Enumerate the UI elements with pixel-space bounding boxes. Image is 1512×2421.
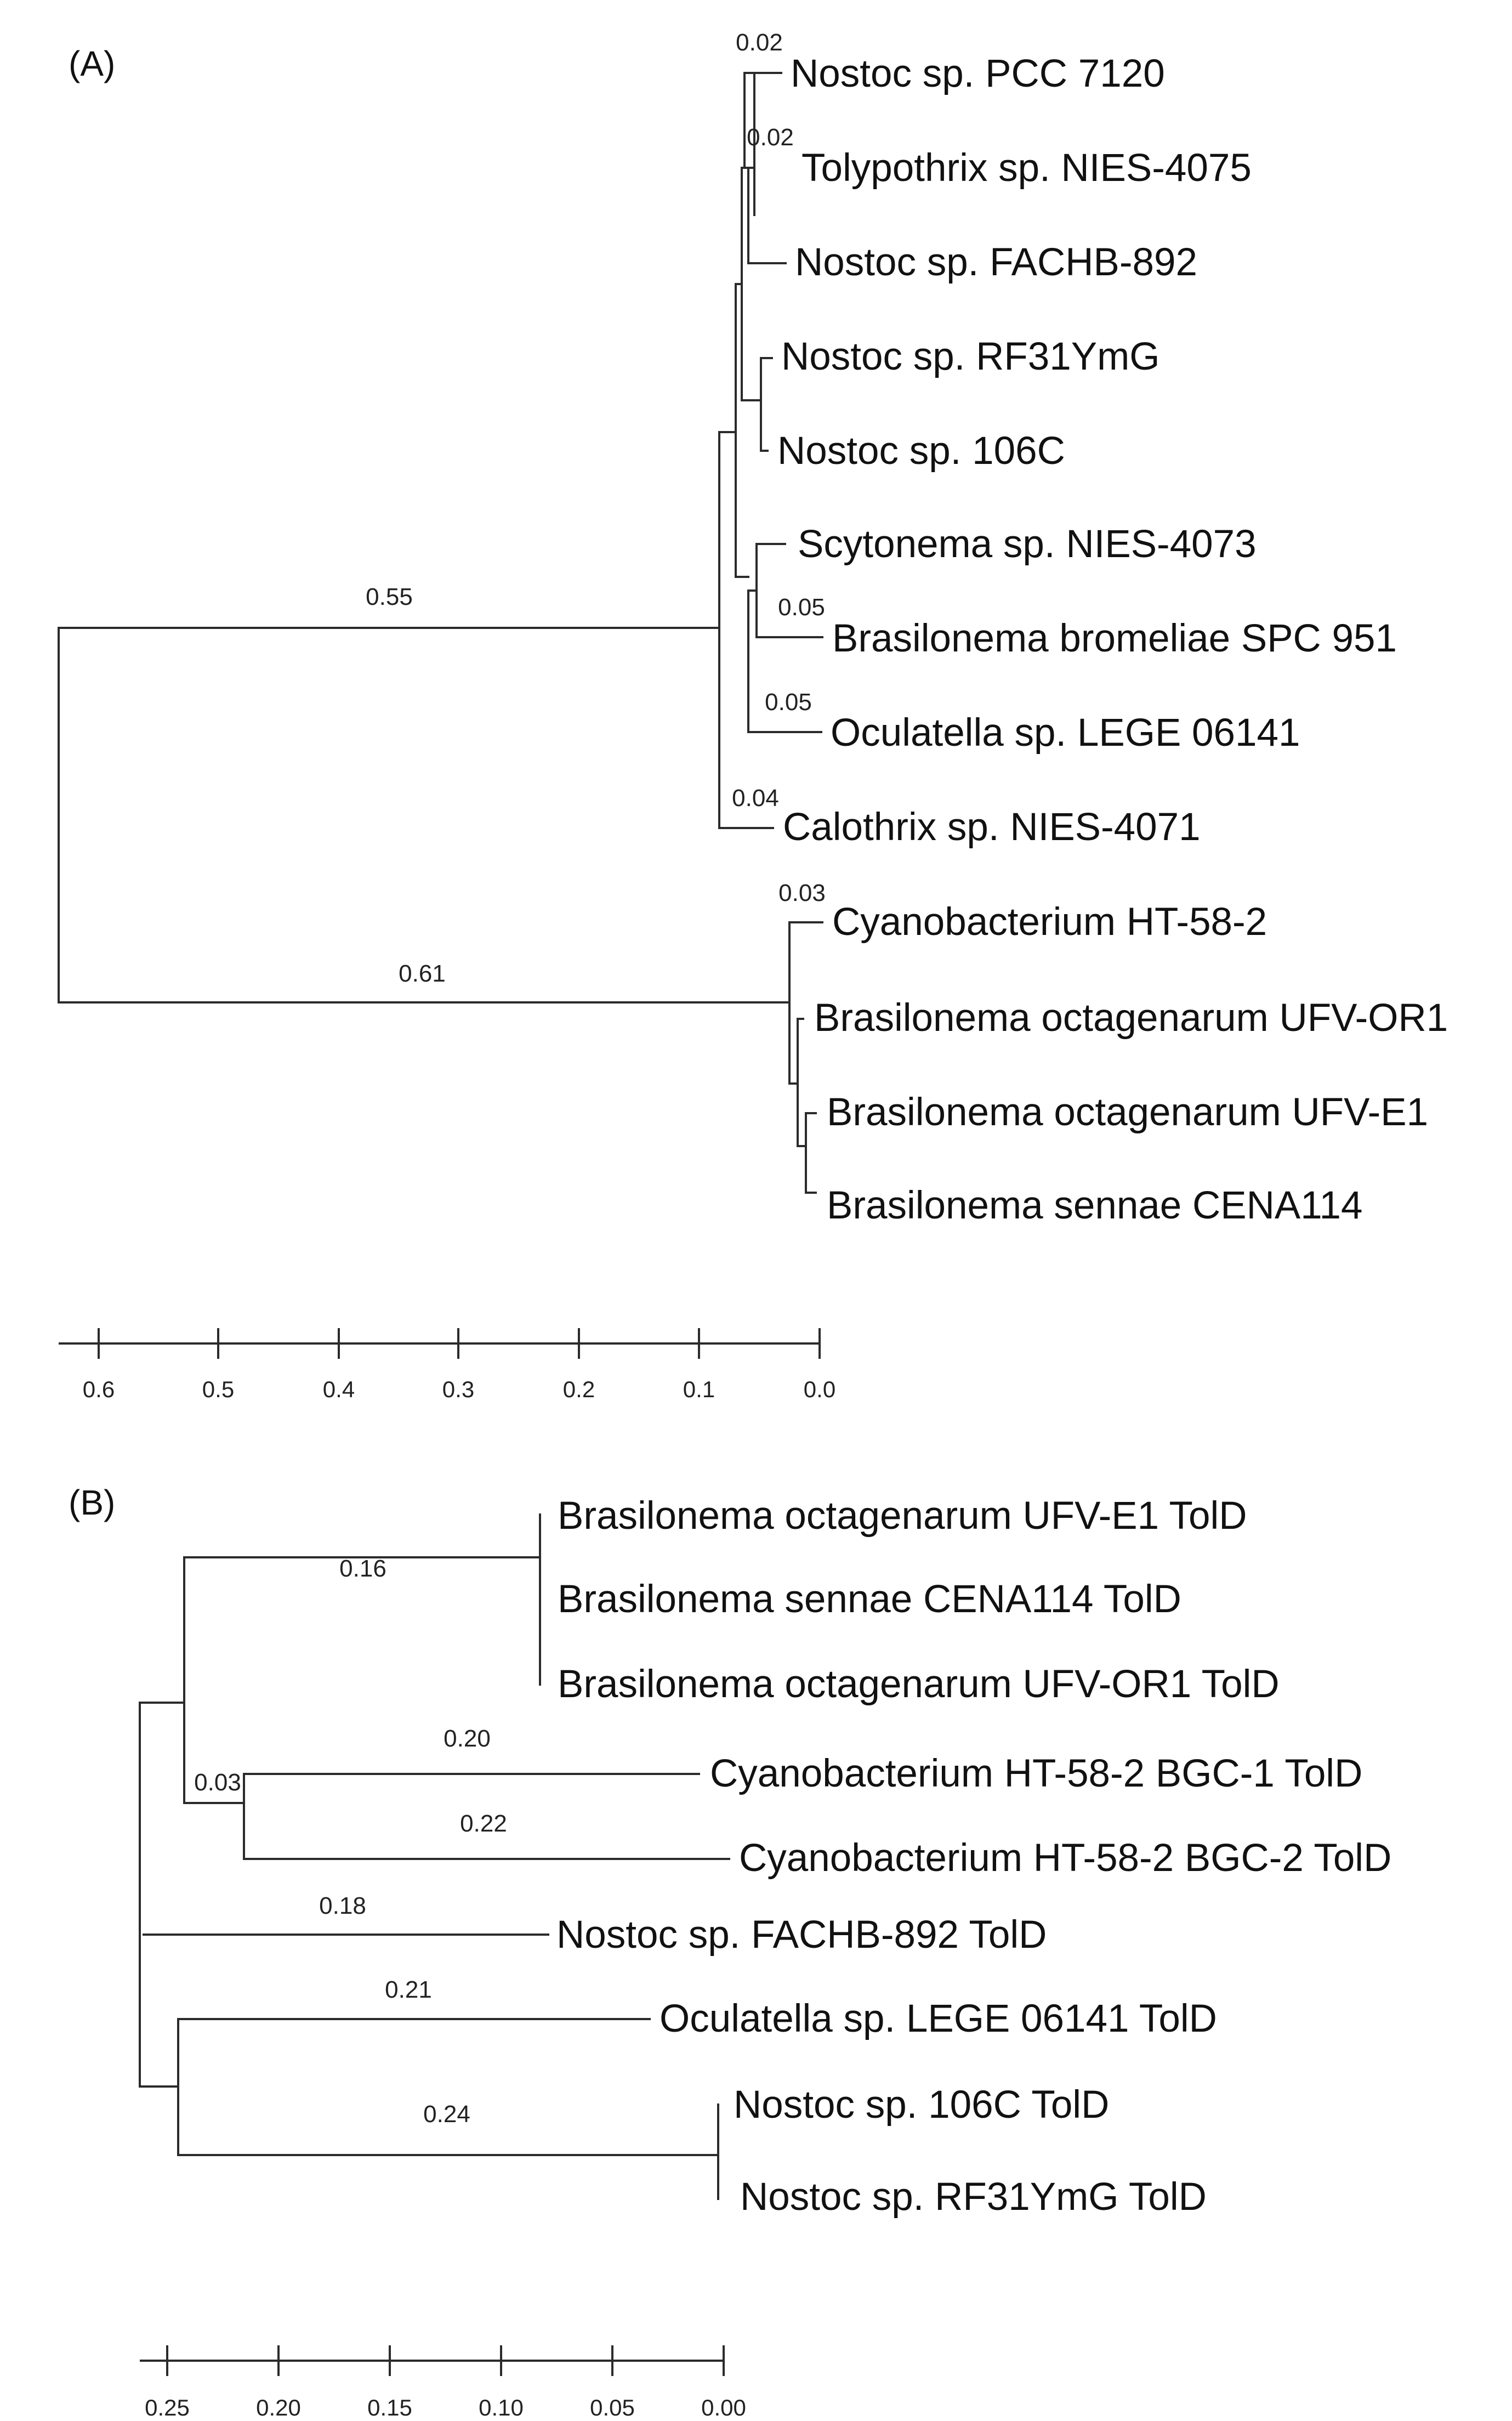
panel-b-label: (B) [69,1483,116,1522]
tip-label-a-n13: Brasilonema sennae CENA114 [827,1184,1363,1227]
tip-label-a-n1: Nostoc sp. PCC 7120 [791,52,1165,95]
scale-axis-a-tick-label: 0.4 [322,1376,355,1402]
tip-label-b-b8: Nostoc sp. 106C TolD [734,2083,1110,2127]
branch-label-b-brasilonema-clade: 0.16 [339,1555,386,1582]
tip-label-a-n7: Brasilonema bromeliae SPC 951 [832,617,1397,660]
tip-label-b-b5: Cyanobacterium HT-58-2 BGC-2 TolD [739,1836,1392,1880]
branch-label-b-b5: 0.22 [460,1810,507,1837]
tip-label-b-b7: Oculatella sp. LEGE 06141 TolD [660,1997,1217,2040]
tip-label-a-n9: Calothrix sp. NIES-4071 [783,806,1201,849]
branch-label-a-n9: 0.04 [732,785,779,812]
scale-axis-b-tick-label: 0.00 [701,2395,746,2420]
scale-axis-a-tick-label: 0.2 [562,1376,595,1402]
scale-axis-a-tick-label: 0.3 [442,1376,475,1402]
tip-label-a-n8: Oculatella sp. LEGE 06141 [831,711,1300,755]
scale-axis-b-tick-label: 0.10 [479,2395,524,2420]
scale-axis-a-tick-label: 0.1 [683,1376,715,1402]
tip-label-a-n6: Scytonema sp. NIES-4073 [798,523,1257,566]
tip-label-b-b2: Brasilonema sennae CENA114 TolD [558,1578,1181,1621]
branch-label-a-n8: 0.05 [765,689,812,716]
scale-axis-a-tick-label: 0.5 [202,1376,235,1402]
tip-label-a-n10: Cyanobacterium HT-58-2 [832,900,1267,944]
scale-axis-b [140,2345,746,2420]
tip-label-b-b3: Brasilonema octagenarum UFV-OR1 TolD [558,1663,1280,1706]
scale-axis-a-tick-label: 0.6 [82,1376,115,1402]
panel-b [69,1483,1391,2420]
tip-label-b-b6: Nostoc sp. FACHB-892 TolD [556,1913,1047,1957]
branch-label-a-n7: 0.05 [778,594,825,621]
tip-label-a-n2: Tolypothrix sp. NIES-4075 [802,146,1252,190]
tip-label-b-b1: Brasilonema octagenarum UFV-E1 TolD [558,1494,1247,1538]
tip-label-b-b4: Cyanobacterium HT-58-2 BGC-1 TolD [710,1752,1363,1795]
panel-a-label: (A) [69,44,116,83]
scale-axis-b-tick-label: 0.05 [590,2395,635,2420]
branch-label-b-b4: 0.20 [444,1725,491,1752]
branch-label-a-n1: 0.02 [736,29,783,56]
tip-label-b-b9: Nostoc sp. RF31YmG TolD [740,2175,1207,2219]
tip-label-a-n12: Brasilonema octagenarum UFV-E1 [827,1091,1429,1134]
scale-axis-b-tick-label: 0.20 [256,2395,301,2420]
tip-label-a-n11: Brasilonema octagenarum UFV-OR1 [814,996,1448,1040]
tip-label-a-n3: Nostoc sp. FACHB-892 [795,241,1197,284]
branch-label-a-upper-clade: 0.55 [366,583,413,610]
scale-axis-a [59,1328,835,1402]
scale-axis-b-tick-label: 0.25 [145,2395,190,2420]
tip-label-a-n5: Nostoc sp. 106C [777,429,1065,473]
scale-axis-b-tick-label: 0.15 [367,2395,412,2420]
branch-label-b-b6: 0.18 [319,1892,366,1919]
branch-label-b-cyano-clade: 0.03 [194,1769,241,1796]
tip-label-a-n4: Nostoc sp. RF31YmG [781,335,1160,378]
branch-label-b-b7: 0.21 [385,1976,432,2003]
branch-label-b-nostoc-clade: 0.24 [423,2101,470,2128]
branch-label-a-n10: 0.03 [778,880,826,906]
branch-label-a-n2: 0.02 [747,124,794,151]
scale-axis-a-tick-label: 0.0 [803,1376,836,1402]
branch-label-a-lower-clade: 0.61 [399,960,446,987]
panel-a [59,29,1448,1402]
